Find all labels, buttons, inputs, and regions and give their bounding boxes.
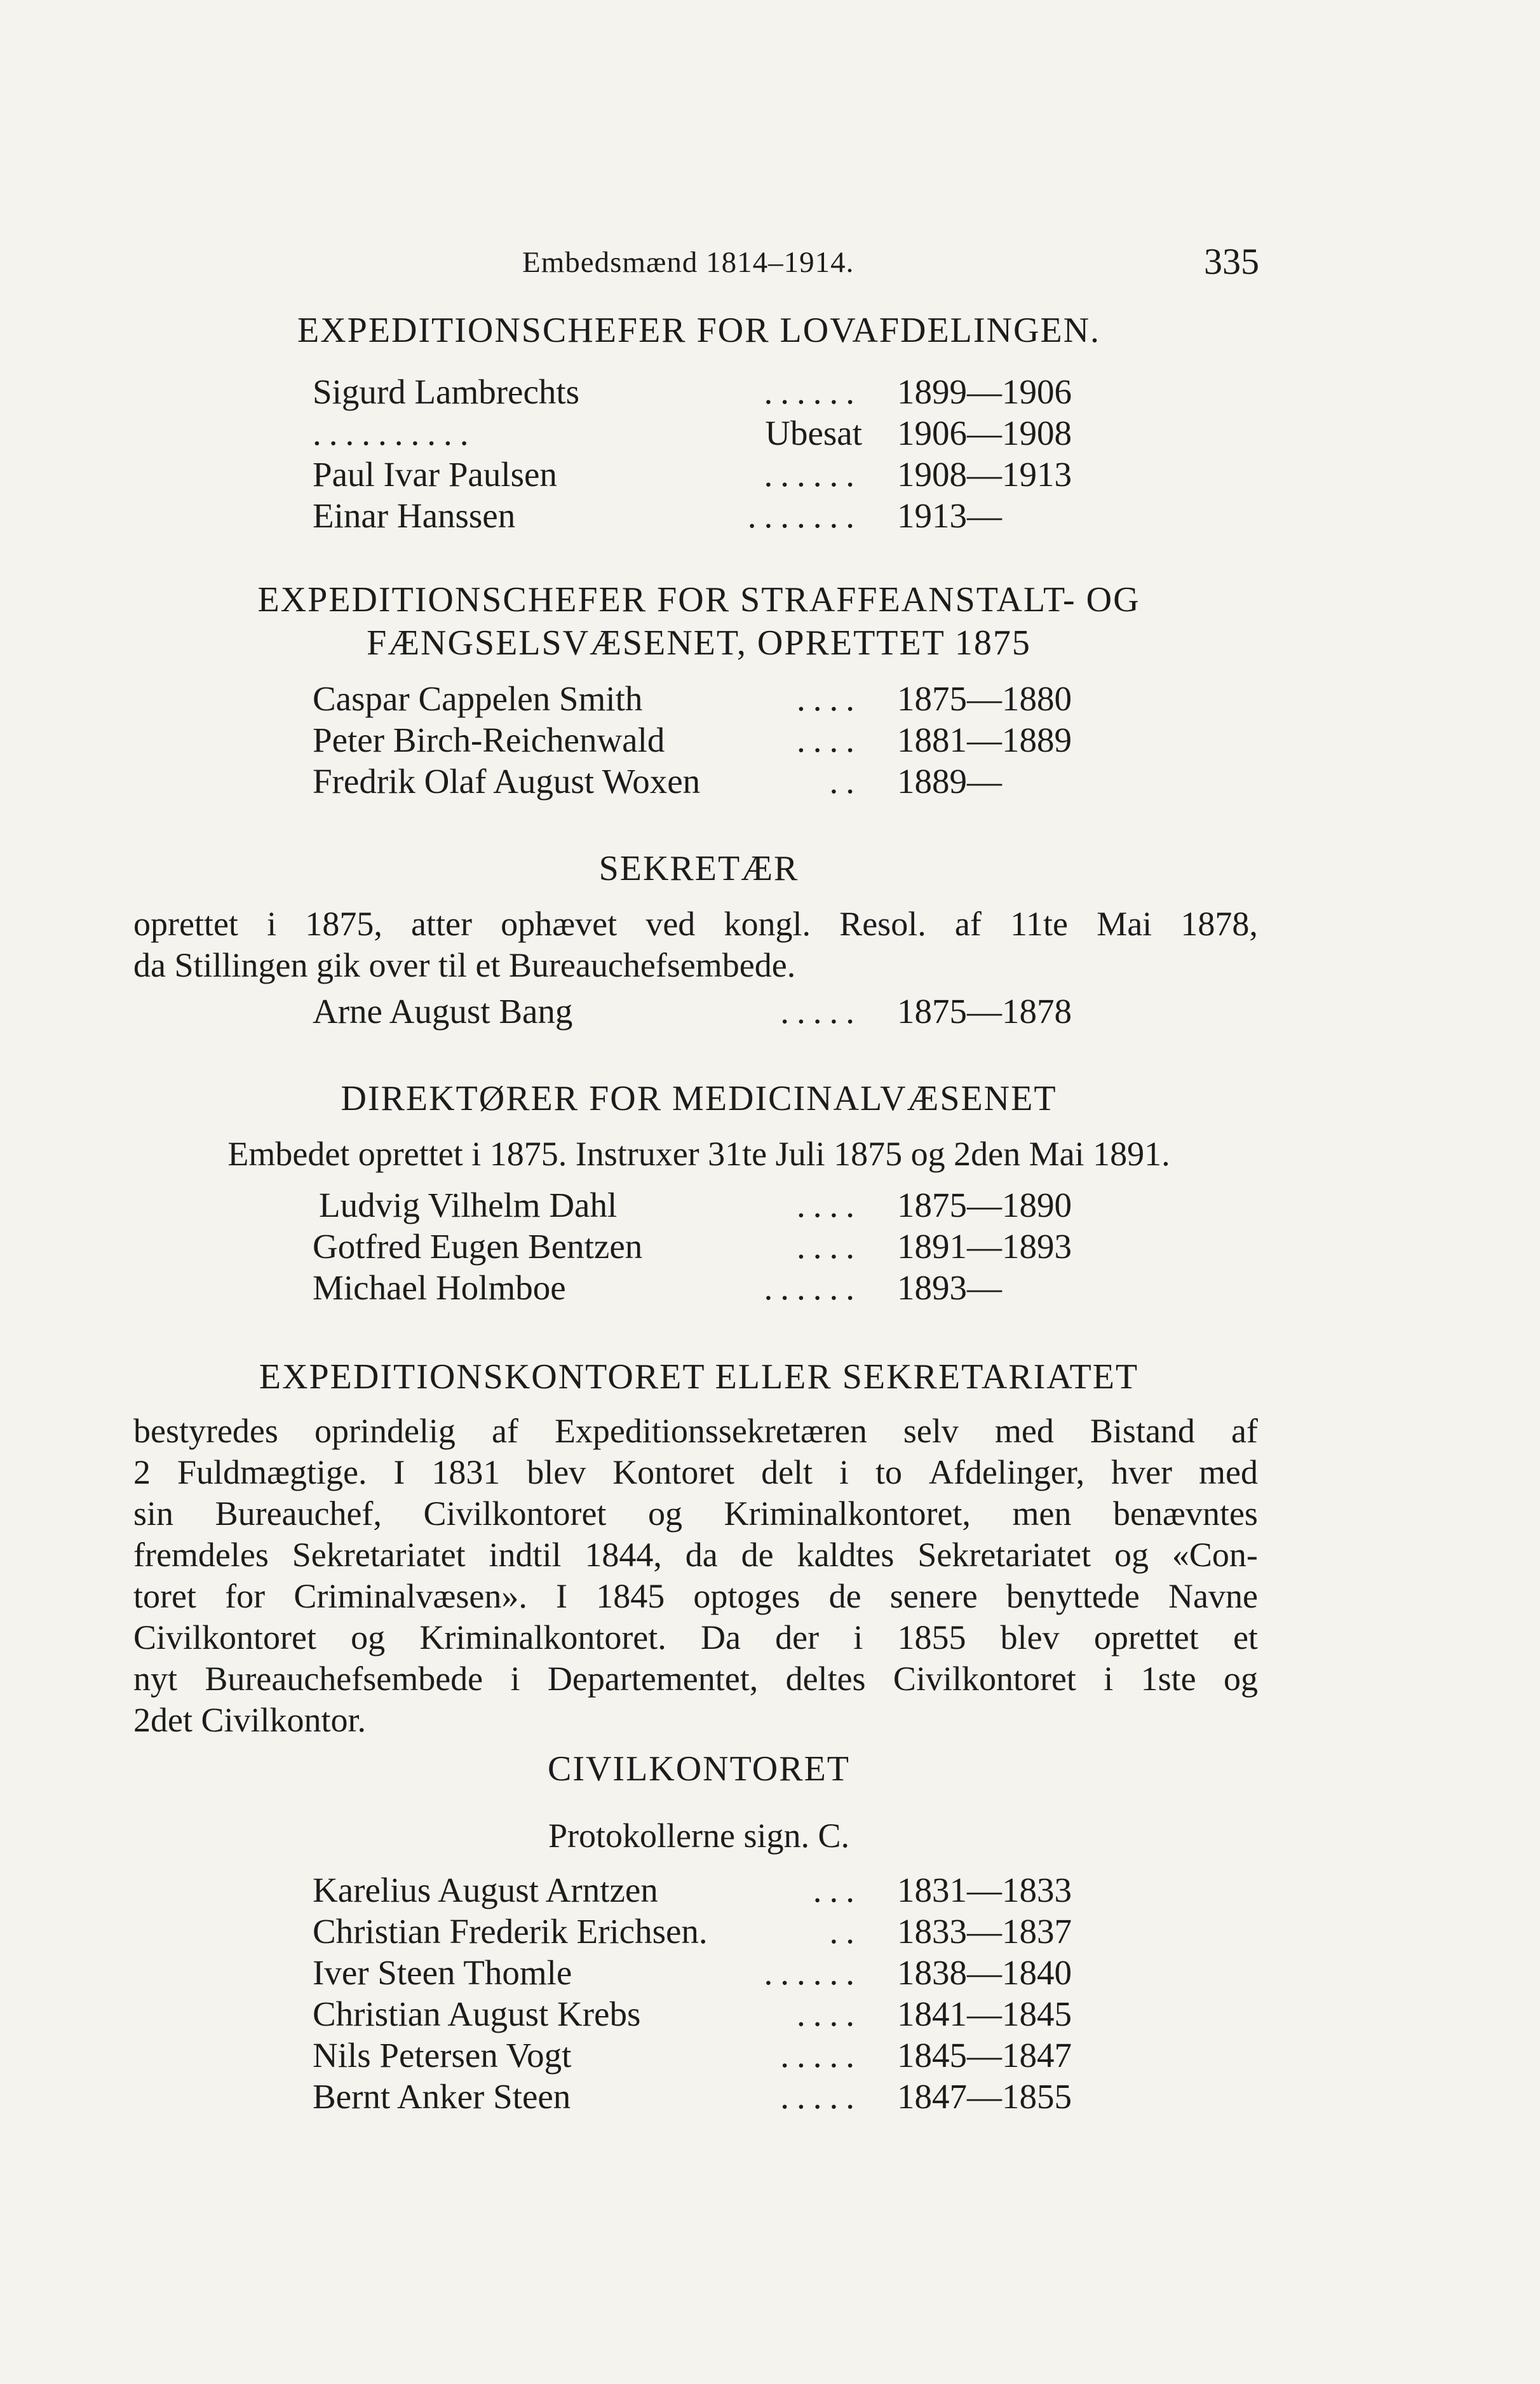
entry-years: 1841—1845 <box>897 1995 1072 2033</box>
sekretaer-paragraph <box>133 904 1258 986</box>
entry-years: 1847—1855 <box>897 2077 1072 2116</box>
word: senere <box>889 1577 978 1615</box>
entry-years: 1881—1889 <box>897 721 1072 759</box>
word: hver <box>1111 1453 1173 1491</box>
word: to <box>875 1453 902 1491</box>
entry-years: 1899—1906 <box>897 372 1072 411</box>
entry-row <box>313 372 1088 412</box>
word: Da <box>700 1618 741 1656</box>
word: toret <box>133 1577 196 1615</box>
word: 1831 <box>431 1453 501 1491</box>
page-number: 335 <box>1204 241 1259 282</box>
entry-leader-dots: .... <box>797 721 862 759</box>
word: oprettet <box>133 905 238 943</box>
word: Bureauchefsembede <box>205 1660 483 1698</box>
word: benyttede <box>1006 1577 1140 1615</box>
word: et <box>1233 1618 1258 1656</box>
word: oprindelig <box>314 1412 456 1450</box>
civilkontoret-subheading: Protokollerne sign. C. <box>548 1817 849 1855</box>
word: oprettet <box>1093 1618 1199 1656</box>
entry-leader-dots: ...... <box>764 1953 862 1992</box>
entry-name: Bernt Anker Steen <box>313 2077 571 2116</box>
entry-name: Peter Birch-Reichenwald <box>313 721 665 759</box>
word: Fuldmægtige. <box>177 1453 367 1491</box>
entry-row <box>313 1226 1088 1267</box>
word: i <box>510 1660 520 1698</box>
entry-years: 1831—1833 <box>897 1871 1072 1909</box>
word: der <box>775 1618 820 1656</box>
word: ophævet <box>501 905 618 943</box>
word: Sekretariatet <box>292 1536 466 1574</box>
entry-leader-dots: ..... <box>780 2077 862 2116</box>
word: og <box>647 1494 682 1533</box>
entry-row <box>313 761 1088 802</box>
word: ved <box>645 905 696 943</box>
entry-row <box>313 679 1088 719</box>
section-heading-medicinalvaesenet: DIREKTØRER FOR MEDICINALVÆSENET <box>341 1079 1057 1118</box>
entry-years: 1875—1890 <box>897 1186 1072 1224</box>
entry-leader-dots: ...... <box>764 455 862 494</box>
word: i <box>1104 1660 1114 1698</box>
word: Bureauchef, <box>215 1494 382 1533</box>
section-heading-straffeanstalt-line-1: EXPEDITIONSCHEFER FOR STRAFFEANSTALT- OG <box>257 580 1140 620</box>
word: 11te <box>1010 905 1068 943</box>
running-header <box>522 240 1259 285</box>
section-heading-straffeanstalt-line-2: FÆNGSELSVÆSENET, OPRETTET 1875 <box>367 623 1031 663</box>
entry-row <box>313 413 1088 454</box>
word: og <box>351 1618 386 1656</box>
word: atter <box>411 905 472 943</box>
section-heading-sekretaer: SEKRETÆR <box>598 849 799 888</box>
entry-years: 1833—1837 <box>897 1912 1072 1951</box>
word: Expeditionssekretæren <box>554 1412 867 1450</box>
word: fremdeles <box>133 1536 269 1574</box>
entry-name: Gotfred Eugen Bentzen <box>313 1227 643 1266</box>
word: 1878, <box>1180 905 1258 943</box>
entry-name: Karelius August Arntzen <box>313 1871 658 1909</box>
paragraph-line <box>133 1658 1258 1700</box>
entry-name: Arne August Bang <box>313 992 573 1031</box>
entry-years: 1893— <box>897 1268 1002 1307</box>
paragraph-line <box>133 1452 1258 1493</box>
word: Navne <box>1168 1577 1258 1615</box>
word: 1844, <box>584 1536 662 1574</box>
word: og <box>1224 1660 1258 1698</box>
word: Kriminalkontoret. <box>419 1618 666 1656</box>
word: med <box>1198 1453 1258 1491</box>
entry-name: Einar Hanssen <box>313 496 516 535</box>
entry-leader-dots: .... <box>797 1186 862 1224</box>
entry-vacant-label: Ubesat <box>765 414 862 452</box>
entry-years: 1875—1880 <box>897 679 1072 718</box>
entry-leader-dots: ...... <box>764 372 862 411</box>
word: for <box>225 1577 266 1615</box>
word: nyt <box>133 1660 178 1698</box>
paragraph-line <box>133 1576 1258 1617</box>
entry-leader-dots: .......... <box>313 414 476 452</box>
word: I <box>556 1577 568 1615</box>
paragraph-line <box>133 904 1258 945</box>
word: sin <box>133 1494 174 1533</box>
entry-leader-dots: ...... <box>764 1268 862 1307</box>
entry-row <box>313 1994 1088 2035</box>
entry-leader-dots: ... <box>813 1871 862 1909</box>
word: Civilkontoret <box>893 1660 1076 1698</box>
entry-name: Ludvig Vilhelm Dahl <box>319 1186 618 1224</box>
word: Criminalvæsen». <box>294 1577 527 1615</box>
entry-name: Iver Steen Thomle <box>313 1953 572 1992</box>
word: kongl. <box>724 905 811 943</box>
word: blev <box>527 1453 586 1491</box>
entry-row <box>313 454 1088 495</box>
entry-name: Christian August Krebs <box>313 1995 641 2033</box>
word: i <box>839 1453 849 1491</box>
entry-years: 1875—1878 <box>897 992 1072 1031</box>
entry-row <box>313 2035 1088 2076</box>
word: optoges <box>693 1577 800 1615</box>
word: blev <box>1000 1618 1060 1656</box>
entry-leader-dots: ..... <box>780 992 862 1031</box>
entry-name: Christian Frederik Erichsen. <box>313 1912 708 1951</box>
entry-years: 1908—1913 <box>897 455 1072 494</box>
entry-leader-dots: .. <box>829 762 862 801</box>
word: Departementet, <box>547 1660 759 1698</box>
entry-leader-dots: .... <box>797 1227 862 1266</box>
paragraph-line <box>133 1534 1258 1576</box>
word: 1855 <box>897 1618 966 1656</box>
paragraph-line <box>133 1411 1258 1452</box>
word: de <box>741 1536 774 1574</box>
word: Resol. <box>839 905 926 943</box>
entry-row <box>313 2076 1088 2117</box>
word: med <box>994 1412 1054 1450</box>
word: og <box>1114 1536 1149 1574</box>
running-title: Embedsmænd 1814–1914. <box>522 246 854 279</box>
word: Kontoret <box>612 1453 735 1491</box>
word: delt <box>761 1453 813 1491</box>
word: Sekretariatet <box>917 1536 1091 1574</box>
expeditionskontoret-paragraph <box>133 1411 1258 1741</box>
paragraph-line <box>133 1493 1258 1534</box>
word: 1ste <box>1140 1660 1196 1698</box>
entry-years: 1891—1893 <box>897 1227 1072 1266</box>
word: benævntes <box>1112 1494 1258 1533</box>
entry-years: 1913— <box>897 496 1002 535</box>
entry-row <box>313 720 1088 761</box>
word: 1875, <box>305 905 382 943</box>
word: Kriminalkontoret, <box>724 1494 971 1533</box>
word: deltes <box>785 1660 866 1698</box>
entry-years: 1906—1908 <box>897 414 1072 452</box>
word: Mai <box>1097 905 1152 943</box>
entry-row <box>313 1870 1088 1911</box>
word: Afdelinger, <box>928 1453 1085 1491</box>
paragraph-line: da Stillingen gik over til et Bureauchefsembede. <box>133 946 796 984</box>
medicinalvaesenet-intro: Embedet oprettet i 1875. Instruxer 31te Juli 1875 og 2den Mai 1891. <box>227 1135 1170 1173</box>
word: i <box>853 1618 863 1656</box>
entry-years: 1838—1840 <box>897 1953 1072 1992</box>
entry-row <box>313 991 1088 1032</box>
word: da <box>685 1536 718 1574</box>
entry-leader-dots: ..... <box>780 2036 862 2075</box>
word: Civilkontoret <box>133 1618 316 1656</box>
paragraph-line: 2det Civilkontor. <box>133 1701 367 1739</box>
word: 1845 <box>596 1577 665 1615</box>
entry-years: 1845—1847 <box>897 2036 1072 2075</box>
entry-row <box>319 1185 1094 1226</box>
entry-years: 1889— <box>897 762 1002 801</box>
word: Bistand <box>1090 1412 1195 1450</box>
word: Civilkontoret <box>423 1494 607 1533</box>
word: selv <box>903 1412 959 1450</box>
section-heading-civilkontoret: CIVILKONTORET <box>547 1749 851 1789</box>
word: de <box>828 1577 861 1615</box>
entry-row <box>313 1953 1088 1993</box>
word: i <box>267 905 277 943</box>
entry-leader-dots: ....... <box>747 496 862 535</box>
section-heading-expeditionskontoret: EXPEDITIONSKONTORET ELLER SEKRETARIATET <box>259 1357 1139 1397</box>
entry-row <box>313 1911 1088 1952</box>
word: af <box>1231 1412 1258 1450</box>
entry-name: Michael Holmboe <box>313 1268 566 1307</box>
word: men <box>1012 1494 1072 1533</box>
entry-row <box>313 1268 1088 1308</box>
word: I <box>393 1453 405 1491</box>
entry-name: Paul Ivar Paulsen <box>313 455 557 494</box>
word: «Con- <box>1172 1536 1258 1574</box>
word: af <box>491 1412 518 1450</box>
entry-leader-dots: .... <box>797 679 862 718</box>
entry-name: Fredrik Olaf August Woxen <box>313 762 701 801</box>
entry-name: Sigurd Lambrechts <box>313 372 580 411</box>
word: kaldtes <box>797 1536 895 1574</box>
word: af <box>954 905 982 943</box>
entry-leader-dots: .. <box>829 1912 862 1951</box>
word: indtil <box>489 1536 562 1574</box>
entry-leader-dots: .... <box>797 1995 862 2033</box>
paragraph-line <box>133 1617 1258 1658</box>
entry-row <box>313 496 1088 536</box>
entry-name: Nils Petersen Vogt <box>313 2036 572 2075</box>
entry-name: Caspar Cappelen Smith <box>313 679 643 718</box>
word: bestyredes <box>133 1412 278 1450</box>
section-heading-lovafdelingen: EXPEDITIONSCHEFER FOR LOVAFDELINGEN. <box>297 311 1101 350</box>
word: 2 <box>133 1453 151 1491</box>
